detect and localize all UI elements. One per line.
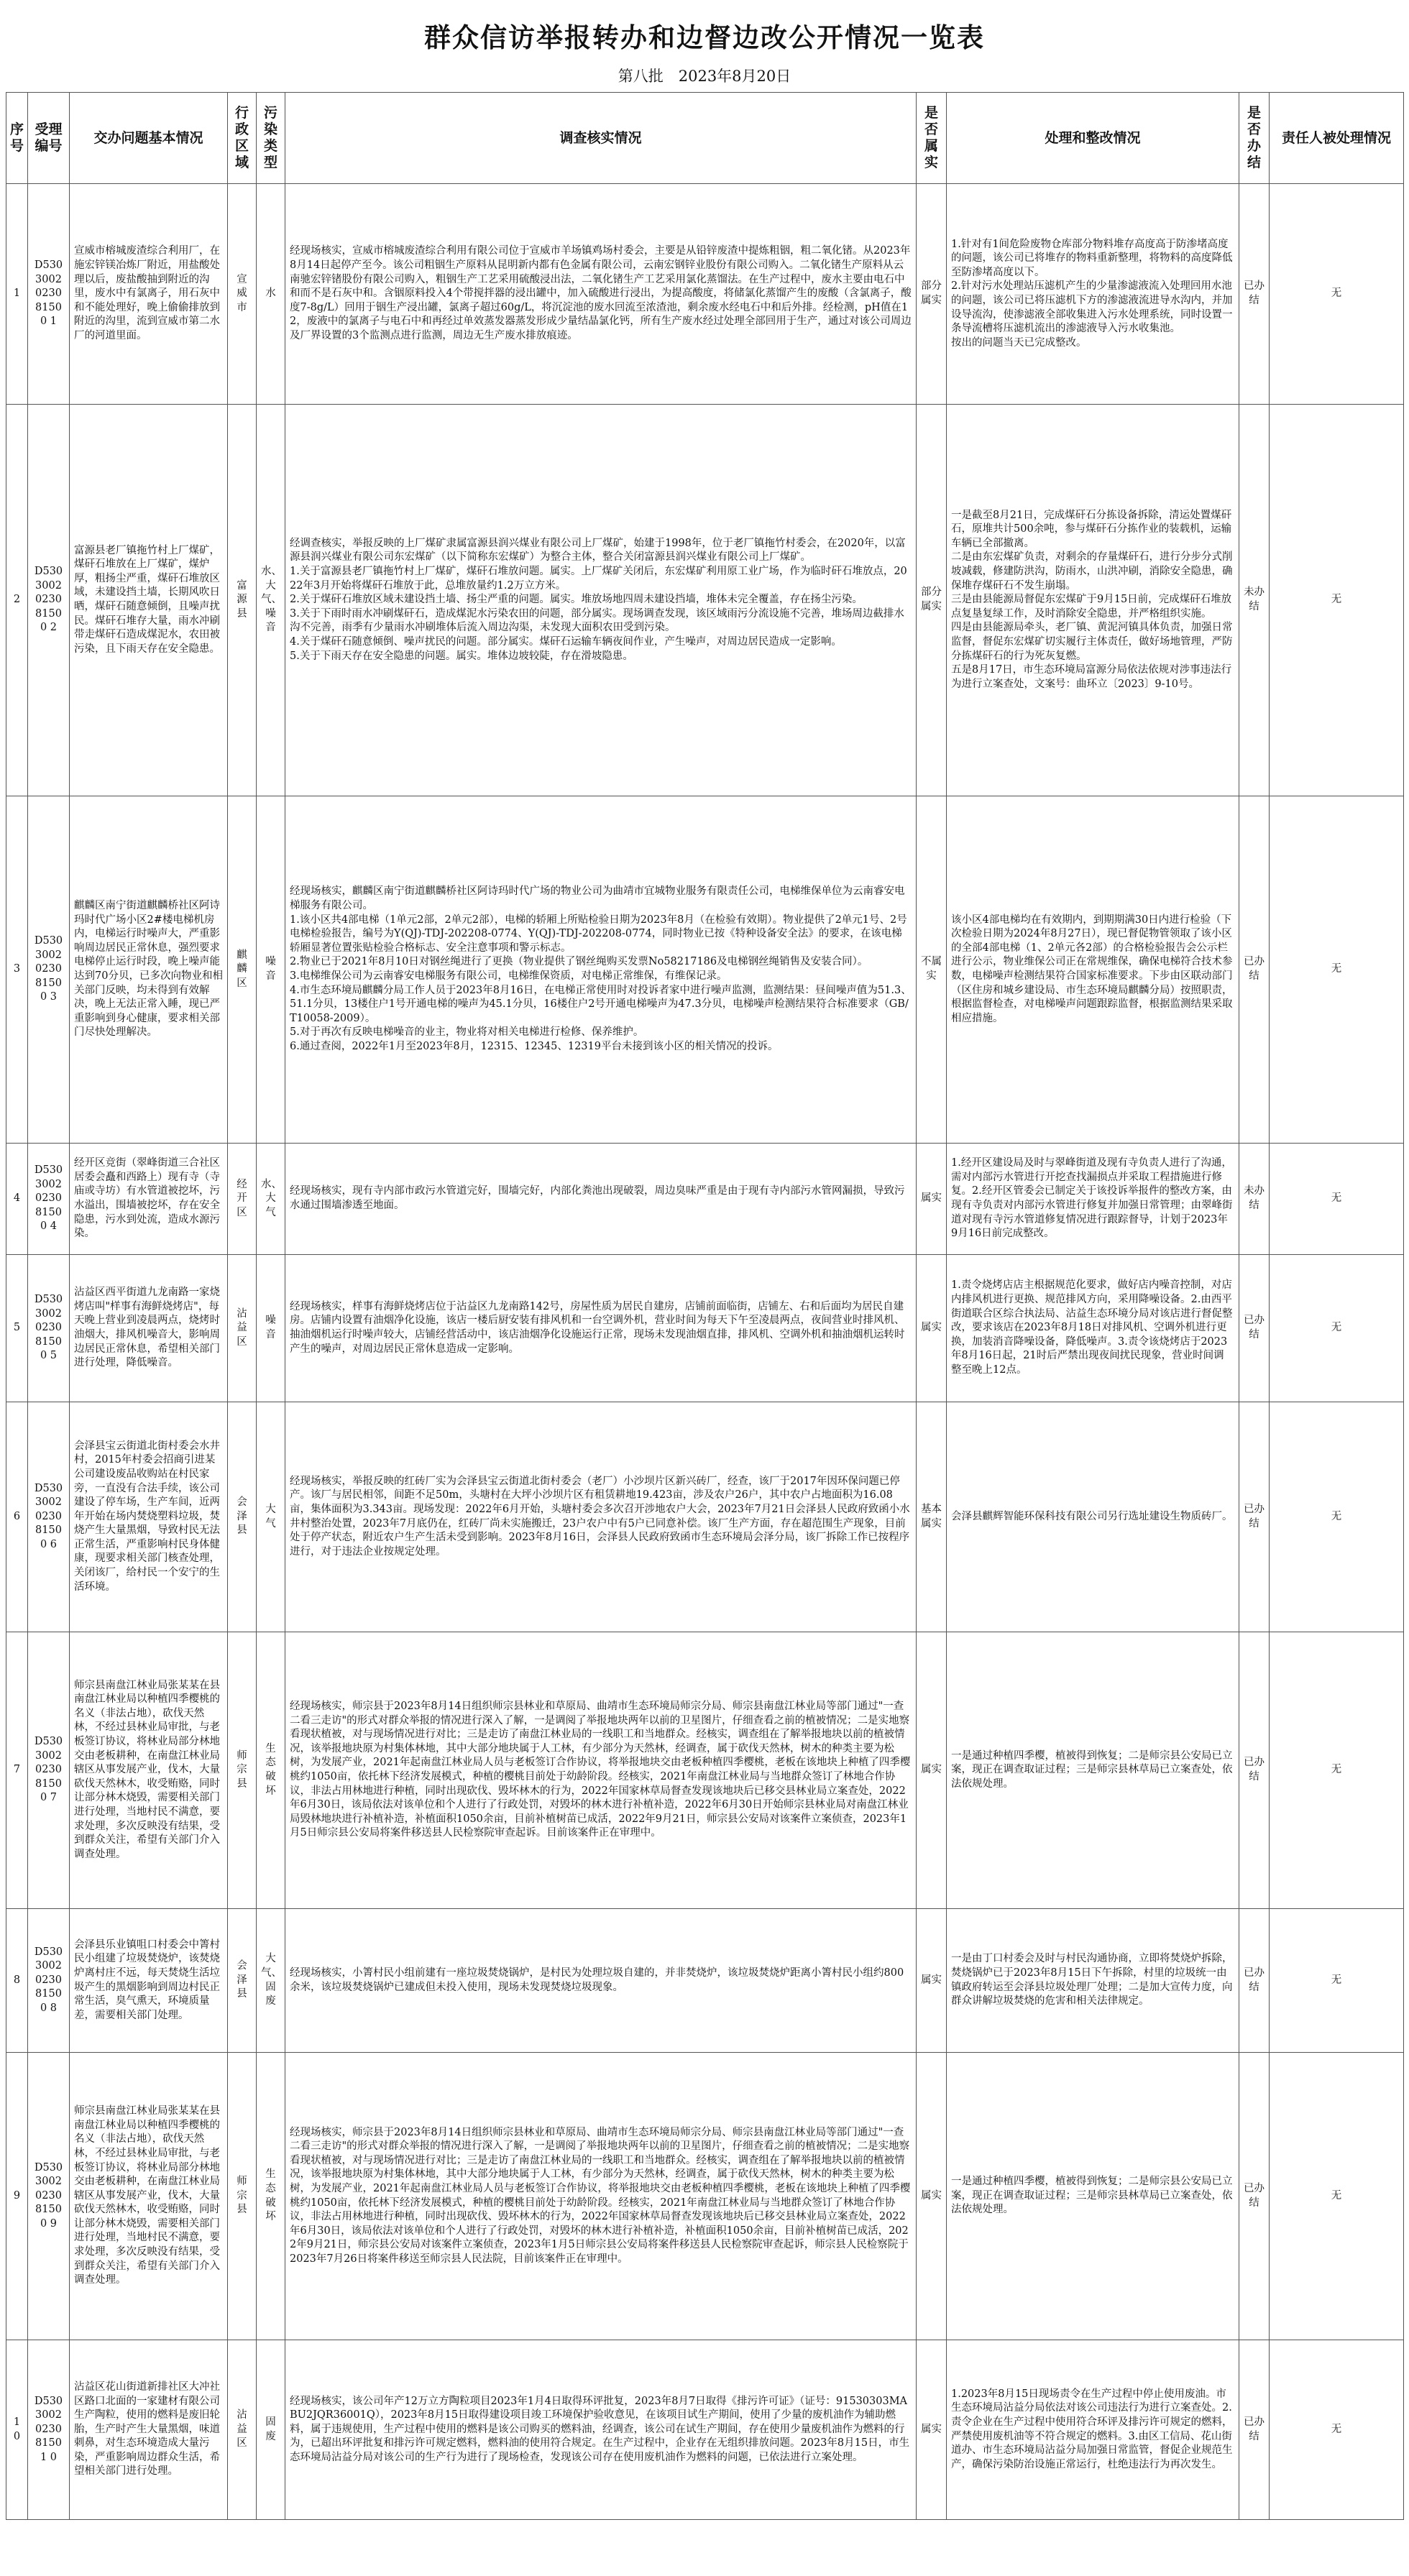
cell-punishment: 无	[1270, 1632, 1404, 1909]
cell-id: D5303002023081500 7	[28, 1632, 70, 1909]
cell-survey: 经现场核实，宣威市榕城废渣综合利用有限公司位于宣威市羊场镇鸡场村委会，主要是从铅锌废渣中提炼粗铟，粗二氧化锗。从2023年8月14日起停产至今。该公司粗铟生产原料从昆明新内都有色金属有限公司，云南宏钢锌业股份有限公司购入。二氧化锗生产原料从云南驰宏锌锗股份有限公司购入，粗铟生产工艺采用硫酸浸出法，二氧化锗生产工艺采用氯化蒸馏法。在生产过程中，废水主要由电石中和而不是石灰中和。含铟原料投入4个带搅拌器的浸出罐中，加入硫酸进行浸出，为提高酸度，将储氯化蒸馏产生的废酸（含氯离子，酸度7-8g/L）回用于铟生产浸出罐，氯离子超过60g/L，将沉淀池的废水回流至浓渣池，剩余废水经电石中和后外排。经检测，pH值在12，废液中的氯离子与电石中和再经过单效蒸发器蒸发形成少量结晶氯化钙，所有生产废水经过处理全部回用于生产，通过对该公司周边及厂界设置的3个监测点进行监测，周边无生产废水排放痕迹。	[285, 184, 917, 405]
cell-no: 2	[6, 405, 28, 796]
cell-punishment: 无	[1270, 1909, 1404, 2053]
cell-region: 师宗县	[228, 1632, 257, 1909]
cell-is-true: 属实	[917, 1144, 947, 1255]
cell-no: 1	[6, 184, 28, 405]
cell-punishment: 无	[1270, 1255, 1404, 1402]
cell-no: 3	[6, 796, 28, 1144]
cell-region: 沾益区	[228, 2340, 257, 2520]
cell-issue: 会泽县宝云街道北街村委会水井村，2015年村委会招商引进某公司建设废品收购站在村民家旁，一直没有合法手续，该公司建设了停车场，生产车间，近两年开始在场内焚烧塑料垃圾，焚烧产生大量黑烟，导致村民无法正常生活，严重影响村民身体健康，现要求相关部门核查处理，关闭该厂，给村民一个安宁的生活环境。	[70, 1402, 228, 1632]
cell-id: D5303002023081500 1	[28, 184, 70, 405]
cell-is-true: 属实	[917, 2053, 947, 2340]
cell-survey: 经现场核实，举报反映的红砖厂实为会泽县宝云街道北街村委会（老厂）小沙坝片区新兴砖厂，经查，该厂于2017年因环保问题已停产。该厂与居民相邻，间距不足50m，头塘村在大坪小沙坝片区有租赁耕地19.423亩，涉及农户26户，其中农户占地面积为16.08亩，集体面积为3.343亩。现场发现：2022年6月开始，头塘村委会多次召开涉地农户大会，2023年7月21日会泽县人民政府致函小水井村整治处置，2023年7月底仍在，红砖厂尚未实施搬迁，23户农户中有5户已同意补偿。该厂生产方面，存在超范围生产现象，目前处于停产状态，附近农户生产生活未受到影响。2023年8月16日，会泽县人民政府致函市生态环境局会泽分局，该厂拆除工作已按程序进行，对于违法企业按规定处理。	[285, 1402, 917, 1632]
col-header-punishment: 责任人被处理情况	[1270, 93, 1404, 184]
cell-pollution-type: 生态破坏	[257, 1632, 285, 1909]
cell-handling: 1.针对有1间危险废物仓库部分物料堆存高度高于防渗堵高度的问题，该公司已将堆存的物料重新整理，将物料的高度降低至防渗堵高度以下。 2.针对污水处理站压滤机产生的少量渗滤液流入处理回用水池的问题，该公司已将压滤机下方的渗滤液流进导水沟内，并加设导流沟，使渗滤液全部收集进入污水处理系统，同时设置一条导流槽将压滤机流出的渗滤液导入污水收集池。 按出的问题当天已完成整改。	[947, 184, 1239, 405]
cell-region: 沾益区	[228, 1255, 257, 1402]
cell-survey: 经现场核实，样事有海鲜烧烤店位于沾益区九龙南路142号，房屋性质为居民自建房，店铺前面临街，店铺左、右和后面均为居民自建房。店铺内设置有油烟净化设施，该店一楼后厨安装有排风机和一台空调外机，营业时间为每天下午至凌晨两点，夜间营业时排风机、抽油烟机运行时噪声较大，店铺经营活动中，该店油烟净化设施运行正常，现场未发现油烟直排，排风机、空调外机和抽油烟机运转时产生的噪声，对周边居民正常休息造成一定影响。	[285, 1255, 917, 1402]
table-row	[6, 1144, 1404, 1255]
cell-handling: 1.经开区建设局及时与翠峰街道及现有寺负责人进行了沟通，需对内部污水管进行开挖查找漏损点并采取工程措施进行修复。2.经开区管委会已制定关于该投诉举报件的整改方案，由现有寺负责对内部污水管进行修复并加强日常管理；由翠峰街道对现有寺污水管道修复情况进行跟踪督导，计划于2023年9月16日前完成整改。	[947, 1144, 1239, 1255]
table-row	[6, 2053, 1404, 2340]
cell-pollution-type: 大气	[257, 1402, 285, 1632]
cell-is-true: 属实	[917, 2340, 947, 2520]
cell-is-done: 已办结	[1239, 1402, 1270, 1632]
col-header-survey: 调查核实情况	[285, 93, 917, 184]
cell-handling: 1.2023年8月15日现场责令在生产过程中停止使用废油。市生态环境局沾益分局依法对该公司违法行为进行立案查处。2.责令企业在生产过程中使用符合环评及排污许可规定的燃料，严禁使用废机油等不符合规定的燃料。3.由区工信局、花山街道办、市生态环境局沾益分局加强日常监管，督促企业规范生产，确保污染防治设施正常运行，杜绝违法行为再次发生。	[947, 2340, 1239, 2520]
cell-handling: 会泽县麒辉智能环保科技有限公司另行选址建设生物质砖厂。	[947, 1402, 1239, 1632]
cell-pollution-type: 大气、固废	[257, 1909, 285, 2053]
table-row	[6, 2340, 1404, 2520]
cell-pollution-type: 水	[257, 184, 285, 405]
cell-issue: 沾益区花山街道新排社区大冲社区路口北面的一家建材有限公司生产陶粒，使用的燃料是废旧轮胎，生产时产生大量黑烟，味道刺鼻，对生态环境造成大量污染，严重影响周边群众生活，希望相关部门进行处理。	[70, 2340, 228, 2520]
cell-survey: 经现场核实，小箐村民小组前建有一座垃圾焚烧锅炉，是村民为处理垃圾自建的，并非焚烧炉，该垃圾焚烧炉距离小箐村民小组约800余米，该垃圾焚烧锅炉已建成但未投入使用，现场未发现焚烧垃圾现象。	[285, 1909, 917, 2053]
cell-issue: 麒麟区南宁街道麒麟桥社区阿诗玛时代广场小区2#楼电梯机房内，电梯运行时噪声大，严重影响周边居民正常休息，强烈要求电梯停止运行时段，晚上噪声能达到70分贝，已多次向物业和相关部门反映，均未得到有效解决，晚上无法正常入睡，现已严重影响到身心健康，要求相关部门尽快处理解决。	[70, 796, 228, 1144]
cell-handling: 一是由丁口村委会及时与村民沟通协商，立即将焚烧炉拆除，焚烧锅炉已于2023年8月15日下午拆除，村里的垃圾统一由镇政府转运至会泽县垃圾处理厂处理；二是加大宣传力度，向群众讲解垃圾焚烧的危害和相关法律规定。	[947, 1909, 1239, 2053]
cell-punishment: 无	[1270, 1402, 1404, 1632]
cell-pollution-type: 固废	[257, 2340, 285, 2520]
cell-is-done: 已办结	[1239, 184, 1270, 405]
cell-pollution-type: 生态破坏	[257, 2053, 285, 2340]
cell-punishment: 无	[1270, 2053, 1404, 2340]
cell-is-true: 部分属实	[917, 184, 947, 405]
cell-id: D5303002023081500 3	[28, 796, 70, 1144]
cell-is-true: 属实	[917, 1632, 947, 1909]
document-title: 群众信访举报转办和边督边改公开情况一览表	[424, 22, 985, 53]
cell-punishment: 无	[1270, 184, 1404, 405]
table-row	[6, 1909, 1404, 2053]
cell-handling: 1.责令烧烤店店主根据规范化要求，做好店内噪音控制，对店内排风机进行更换、规范排风方向，采用降噪设备。2.由西平街道联合区综合执法局、沾益生态环境分局对该店进行督促整改，要求该店在2023年8月18日对排风机、空调外机进行更换，加装消音降噪设备，降低噪声。3.责令该烧烤店于2023年8月16日起，21时后严禁出现夜间扰民现象，营业时间调整至晚上12点。	[947, 1255, 1239, 1402]
cell-no: 7	[6, 1632, 28, 1909]
cell-is-true: 基本属实	[917, 1402, 947, 1632]
cell-punishment: 无	[1270, 405, 1404, 796]
cell-id: D5303002023081500 8	[28, 1909, 70, 2053]
cell-issue: 师宗县南盘江林业局张某某在县南盘江林业局以种植四季樱桃的名义（非法占地），砍伐天然林，不经过县林业局审批，与老板签订协议，将林业局部分林地交由老板耕种，在南盘江林业局辖区从事发展产业，伐木，大量砍伐天然林木，收受贿赂，同时让部分林木烧毁，需要相关部门进行处理，当地村民不满意，要求处理，多次反映没有结果，受到群众关注，希望有关部门介入调查处理。	[70, 2053, 228, 2340]
cell-survey: 经调查核实，举报反映的上厂煤矿隶属富源县润兴煤业有限公司上厂煤矿，始建于1998年，位于老厂镇拖竹村委会，在2020年，以富源县润兴煤业有限公司东宏煤矿（以下简称东宏煤矿）为整合主体，整合关闭富源县润兴煤业有限公司上厂煤矿。 1.关于富源县老厂镇拖竹村上厂煤矿，煤矸石堆放问题。属实。上厂煤矿关闭后，东宏煤矿利用原工业广场，作为临时矸石堆放点，2022年3月开始将煤矸石堆放于此，总堆放量约1.2万立方米。 2.关于煤矸石堆放区域未建设挡土墙、扬尘严重的问题。属实。堆放场地四周未建设挡墙，堆体未完全覆盖，存在扬尘污染。 3.关于下雨时雨水冲刷煤矸石，造成煤泥水污染农田的问题，部分属实。现场调查发现，该区域雨污分流设施不完善，堆场周边截排水沟不完善，雨季有少量雨水冲刷堆体后流入周边沟渠，未发现大面积农田受到污染。 4.关于煤矸石随意倾倒、噪声扰民的问题。部分属实。煤矸石运输车辆夜间作业，产生噪声，对周边居民造成一定影响。 5.关于下雨天存在安全隐患的问题。属实。堆体边坡较陡，存在滑坡隐患。	[285, 405, 917, 796]
cell-handling: 一是截至8月21日，完成煤矸石分拣设备拆除，清运处置煤矸石，原堆共计500余吨，参与煤矸石分拣作业的装载机，运输车辆已全部撤离。 二是由东宏煤矿负责，对剩余的存量煤矸石，进行分步分式削坡减载，修建防洪沟，防雨水，山洪冲刷，消除安全隐患，确保堆存煤矸石不发生崩塌。 三是由县能源局督促东宏煤矿于9月15日前，完成煤矸石堆放点复垦复绿工作，及时消除安全隐患，并严格组织实施。 四是由县能源局牵头，老厂镇、黄泥河镇具体负责，加强日常监督，督促东宏煤矿切实履行主体责任，做好场地管理，严防分拣煤矸石的行为死灰复燃。 五是8月17日，市生态环境局富源分局依法依规对涉事违法行为进行立案查处，文案号：曲环立〔2023〕9-10号。	[947, 405, 1239, 796]
cell-issue: 会泽县乐业镇咀口村委会中箐村民小组建了垃圾焚烧炉，该焚烧炉离村庄不远，每天焚烧生活垃圾产生的黑烟影响到周边村民正常生活，臭气熏天，环境质量差，需要相关部门处理。	[70, 1909, 228, 2053]
cell-punishment: 无	[1270, 796, 1404, 1144]
cell-no: 9	[6, 2053, 28, 2340]
report-table	[6, 92, 1404, 2520]
cell-no: 5	[6, 1255, 28, 1402]
cell-region: 富源县	[228, 405, 257, 796]
table-header-row	[6, 93, 1404, 184]
cell-id: D5303002023081501 0	[28, 2340, 70, 2520]
cell-no: 10	[6, 2340, 28, 2520]
cell-pollution-type: 噪音	[257, 796, 285, 1144]
cell-region: 宣威市	[228, 184, 257, 405]
col-header-is-true: 是否属实	[917, 93, 947, 184]
cell-no: 4	[6, 1144, 28, 1255]
col-header-issue: 交办问题基本情况	[70, 93, 228, 184]
col-header-region: 行政区域	[228, 93, 257, 184]
cell-pollution-type: 水、大气	[257, 1144, 285, 1255]
cell-region: 经开区	[228, 1144, 257, 1255]
col-header-pollution-type: 污染类型	[257, 93, 285, 184]
cell-is-done: 已办结	[1239, 1632, 1270, 1909]
cell-punishment: 无	[1270, 2340, 1404, 2520]
cell-handling: 该小区4部电梯均在有效期内，到期期满30日内进行检验（下次检验日期为2024年8月27日），现已督促物管领取了该小区的全部4部电梯（1、2单元各2部）的合格检验报告会公示栏进行公示，物业维保公司正在常规维保，确保电梯符合技术参数，电梯噪声检测结果符合国家标准要求。下步由区联动部门（区住房和城乡建设局、市生态环境局麒麟分局）按照职责，根据监督检查，对电梯噪声问题跟踪监督，根据监测结果采取相应措施。	[947, 796, 1239, 1144]
cell-is-done: 已办结	[1239, 1909, 1270, 2053]
cell-survey: 经现场核实，现有寺内部市政污水管道完好，围墙完好，内部化粪池出现破裂，周边臭味严重是由于现有寺内部污水管网漏损，导致污水通过围墙渗透至地面。	[285, 1144, 917, 1255]
col-header-no: 序号	[6, 93, 28, 184]
col-header-handling: 处理和整改情况	[947, 93, 1239, 184]
cell-is-true: 部分属实	[917, 405, 947, 796]
table-row	[6, 796, 1404, 1144]
col-header-id: 受理编号	[28, 93, 70, 184]
table-row	[6, 1402, 1404, 1632]
cell-pollution-type: 噪音	[257, 1255, 285, 1402]
cell-id: D5303002023081500 9	[28, 2053, 70, 2340]
cell-no: 6	[6, 1402, 28, 1632]
cell-issue: 师宗县南盘江林业局张某某在县南盘江林业局以种植四季樱桃的名义（非法占地），砍伐天然林，不经过县林业局审批，与老板签订协议，将林业局部分林地交由老板耕种，在南盘江林业局辖区从事发展产业，伐木，大量砍伐天然林木，收受贿赂，同时让部分林木烧毁，需要相关部门进行处理，当地村民不满意，要求处理，多次反映没有结果，受到群众关注，希望有关部门介入调查处理。	[70, 1632, 228, 1909]
table-row	[6, 1632, 1404, 1909]
cell-id: D5303002023081500 4	[28, 1144, 70, 1255]
cell-is-done: 已办结	[1239, 796, 1270, 1144]
cell-id: D5303002023081500 5	[28, 1255, 70, 1402]
cell-handling: 一是通过种植四季樱，植被得到恢复；二是师宗县公安局已立案，现正在调查取证过程；三是师宗县林草局已立案查处，依法依规处理。	[947, 2053, 1239, 2340]
cell-is-done: 已办结	[1239, 2340, 1270, 2520]
table-row	[6, 184, 1404, 405]
cell-is-true: 不属实	[917, 796, 947, 1144]
cell-survey: 经现场核实，师宗县于2023年8月14日组织师宗县林业和草原局、曲靖市生态环境局师宗分局、师宗县南盘江林业局等部门通过"一查二看三走访"的形式对群众举报的情况进行深入了解，一是调阅了举报地块两年以前的卫星图片，仔细查看之前的植被情况；二是实地察看现状植被，对与现场情况进行对比；三是走访了南盘江林业局的一线职工和当地群众。经核实，调查组在了解举报地块以前的植被情况，该举报地块原为村集体林地，其中大部分地块属于人工林，有少部分为天然林，经调查，属于砍伐天然林，树木的种类主要为松树，为发展产业，2021年起南盘江林业局人员与老板签订合作协议，将举报地块交由老板种植四季樱桃，老板在该地块上种植了四季樱桃约1050亩，依托林下经济发展模式，种植的樱桃目前处于幼龄阶段。经核实，2021年南盘江林业局与当地群众签订了林地合作协议，非法占用林地进行种植，同时出现砍伐、毁坏林木的行为，2022年国家林草局督查发现该地块后已移交县林业局立案查处，2022年6月30日，该局依法对该单位和个人进行了行政处罚，对毁坏的林木进行补植补造，2022年6月30日开始师宗县林业局对南盘江林业局毁林地块进行补植补造，补植面积1050余亩，目前补植树苗已成活，2022年9月21日，师宗县公安局对该案件立案侦查，2023年1月5日师宗县公安局将案件移送县人民检察院审查起诉。目前该案件正在审理中。	[285, 1632, 917, 1909]
cell-is-done: 未办结	[1239, 1144, 1270, 1255]
cell-region: 会泽县	[228, 1402, 257, 1632]
cell-no: 8	[6, 1909, 28, 2053]
cell-id: D5303002023081500 2	[28, 405, 70, 796]
cell-issue: 宣威市榕城废渣综合利用厂，在施宏锌镁冶炼厂附近，用盐酸处理以后，废盐酸抽到附近的沟里，废水中有氯离子，用石灰中和不能处理好，晚上偷偷排放到附近的沟里，流到宣威市第二水厂的河道里面。	[70, 184, 228, 405]
cell-handling: 一是通过种植四季樱，植被得到恢复；二是师宗县公安局已立案，现正在调查取证过程；三是师宗县林草局已立案查处，依法依规处理。	[947, 1632, 1239, 1909]
cell-pollution-type: 水、大气、噪音	[257, 405, 285, 796]
cell-region: 会泽县	[228, 1909, 257, 2053]
document-subtitle: 第八批 2023年8月20日	[618, 68, 791, 85]
cell-issue: 富源县老厂镇拖竹村上厂煤矿，煤矸石堆放在上厂煤矿，煤炉厚，粗扬尘严重，煤矸石堆放区域，未建设挡土墙，长期风吹日晒，煤矸石随意倾倒，且噪声扰民。煤矸石堆存大量，雨水冲刷带走煤矸石造成煤泥水，农田被污染，且下雨天存在安全隐患。	[70, 405, 228, 796]
cell-survey: 经现场核实，师宗县于2023年8月14日组织师宗县林业和草原局、曲靖市生态环境局师宗分局、师宗县南盘江林业局等部门通过"一查二看三走访"的形式对群众举报的情况进行深入了解，一是调阅了举报地块两年以前的卫星图片，仔细查看之前的植被情况；二是实地察看现状植被，对与现场情况进行对比；三是走访了南盘江林业局的一线职工和当地群众。经核实，调查组在了解举报地块以前的植被情况，该举报地块原为村集体林地，其中大部分地块属于人工林，有少部分为天然林，经调查，属于砍伐天然林，树木的种类主要为松树，为发展产业，2021年起南盘江林业局人员与老板签订合作协议，将举报地块交由老板种植四季樱桃，老板在该地块上种植了四季樱桃约1050亩，依托林下经济发展模式，种植的樱桃目前处于幼龄阶段。经核实，2021年南盘江林业局与当地群众签订了林地合作协议，非法占用林地进行种植，同时出现砍伐、毁坏林木的行为，2022年国家林草局督查发现该地块后已移交县林业局立案查处，2022年6月30日，该局依法对该单位和个人进行了行政处罚，对毁坏的林木进行补植补造，补植面积1050余亩，目前补植树苗已成活，2022年9月21日，师宗县公安局对该案件立案侦查，2023年1月5日师宗县公安局将案件移送县人民检察院审查起诉，师宗县人民检察院于2023年7月26日将案件移送至师宗县人民法院，目前该案件正在审理中。	[285, 2053, 917, 2340]
cell-is-true: 属实	[917, 1909, 947, 2053]
cell-id: D5303002023081500 6	[28, 1402, 70, 1632]
cell-is-true: 属实	[917, 1255, 947, 1402]
table-row	[6, 1255, 1404, 1402]
cell-is-done: 已办结	[1239, 2053, 1270, 2340]
cell-region: 师宗县	[228, 2053, 257, 2340]
cell-survey: 经现场核实，麒麟区南宁街道麒麟桥社区阿诗玛时代广场的物业公司为曲靖市宜城物业服务有限责任公司，电梯维保单位为云南睿安电梯服务有限公司。 1.该小区共4部电梯（1单元2部，2单元2部），电梯的轿厢上所贴检验日期为2023年8月（在检验有效期）。物业提供了2单元1号、2号电梯检验报告，编号为Y(QJ)-TDJ-202208-0774、Y(QJ)-TDJ-202208-0774，同时物业已按《特种设备安全法》的要求，在该电梯轿厢显著位置张贴检验合格标志、安全注意事项和警示标志。 2.物业已于2021年8月10日对钢丝绳进行了更换（物业提供了钢丝绳购买发票No58217186及电梯钢丝绳销售及安装合同）。 3.电梯维保公司为云南睿安电梯服务有限公司，电梯维保资质，对电梯正常维保，有维保记录。 4.市生态环境局麒麟分局工作人员于2023年8月16日，在电梯正常使用时对投诉者家中进行噪声监测，监测结果：昼间噪声值为51.3、51.1分贝，13楼住户1号开通电梯的噪声为45.1分贝，16楼住户2号开通电梯噪声为47.3分贝，电梯噪声检测结果符合标准要求（GB/T10058-2009）。 5.对于再次有反映电梯噪音的业主，物业将对相关电梯进行检修、保养维护。 6.通过查阅，2022年1月至2023年8月，12315、12345、12319平台未接到该小区的相关情况的投诉。	[285, 796, 917, 1144]
cell-is-done: 已办结	[1239, 1255, 1270, 1402]
cell-is-done: 未办结	[1239, 405, 1270, 796]
cell-issue: 经开区竞街（翠峰街道三合社区居委会矗和西路上）现有寺（寺庙或寺坊）有水管道被挖坏，污水溢出，围墙被挖坏，存在安全隐患，污水到处流，造成水源污染。	[70, 1144, 228, 1255]
cell-punishment: 无	[1270, 1144, 1404, 1255]
cell-issue: 沾益区西平街道九龙南路一家烧烤店叫"样事有海鲜烧烤店"，每天晚上营业到凌晨两点，烧烤时油烟大，排风机噪音大，影响周边居民正常休息，希望相关部门进行处理，降低噪音。	[70, 1255, 228, 1402]
table-row	[6, 405, 1404, 796]
cell-region: 麒麟区	[228, 796, 257, 1144]
cell-survey: 经现场核实，该公司年产12万立方陶粒项目2023年1月4日取得环评批复，2023年8月7日取得《排污许可证》（证号：91530303MABU2JQR36001Q），2023年8月15日取得建设项目竣工环境保护验收意见，在该项目试生产期间，使用了少量的废机油作为辅助燃料，属于违规使用，生产过程中使用的燃料是该公司购买的燃料油，经调查，该公司在试生产期间，存在使用少量废机油作为燃料的行为，已超出环评批复和排污许可规定燃料，燃料油的使用符合规定。在生产过程中，企业存在无组织排放问题。2023年8月15日，市生态环境局沾益分局对该公司的生产行为进行了现场检查，发现该公司存在使用废机油作为燃料的问题，已依法进行立案处理。	[285, 2340, 917, 2520]
col-header-is-done: 是否办结	[1239, 93, 1270, 184]
